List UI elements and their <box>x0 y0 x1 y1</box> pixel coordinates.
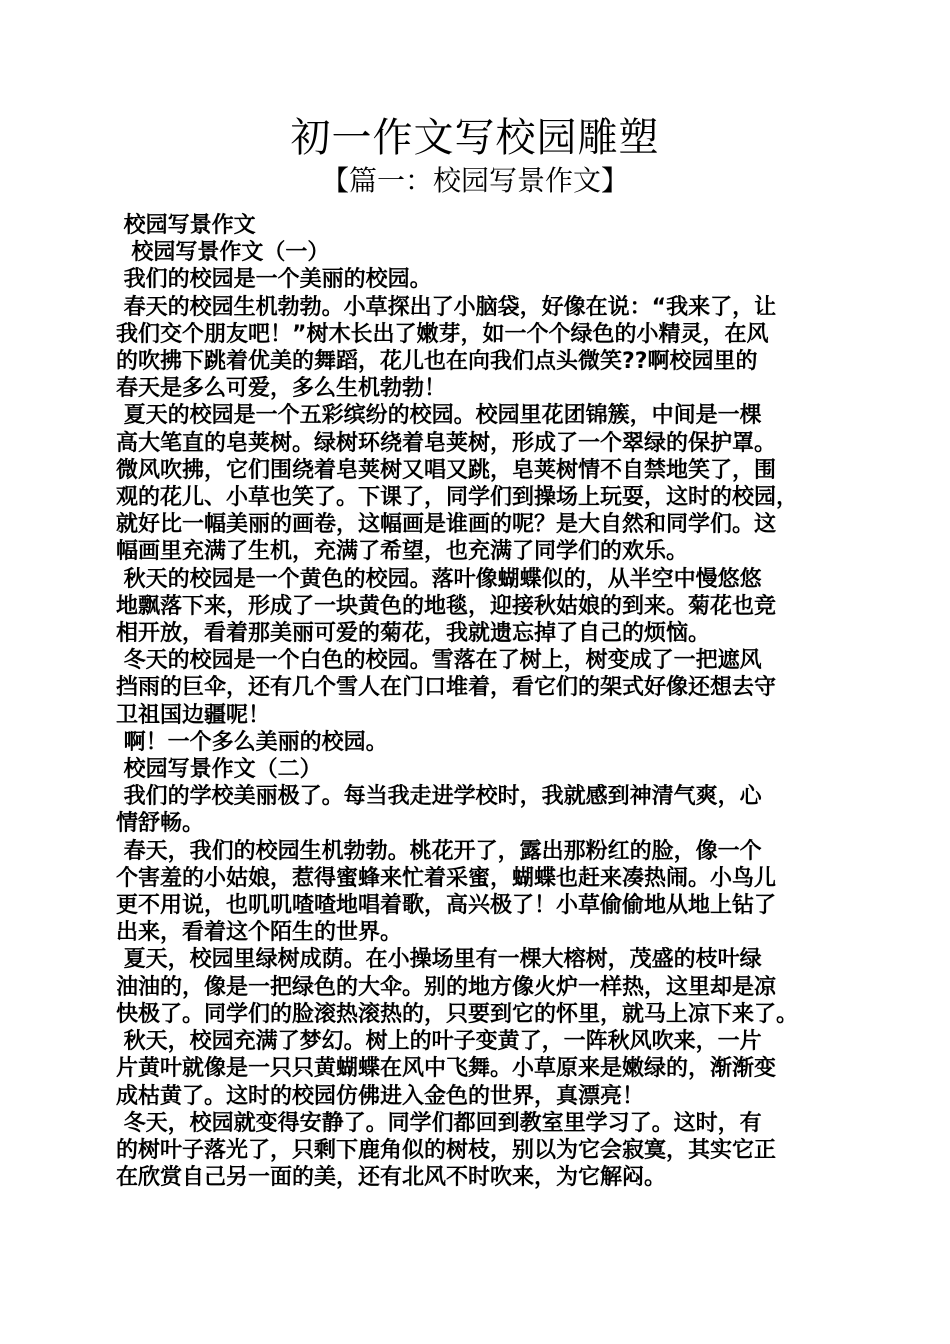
text-line: 成枯黄了。这时的校园仿佛进入金色的世界，真漂亮！ <box>116 1083 645 1109</box>
text-line: 啊！一个多么美丽的校园。 <box>116 729 388 755</box>
text-line: 情舒畅。 <box>116 811 205 837</box>
text-line: 冬天的校园是一个白色的校园。雪落在了树上，树变成了一把遮风 <box>116 648 762 674</box>
text-line: 在欣赏自己另一面的美，还有北风不时吹来，为它解闷。 <box>116 1165 667 1191</box>
text-line: 地飘落下来，形成了一块黄色的地毯，迎接秋姑娘的到来。菊花也竞 <box>116 593 777 619</box>
text-line: 观的花儿、小草也笑了。下课了，同学们到操场上玩耍，这时的校园， <box>116 485 799 511</box>
text-line: 春天的校园生机勃勃。小草探出了小脑袋，好像在说：“我来了，让 <box>116 294 777 320</box>
text-line: 幅画里充满了生机，充满了希望，也充满了同学们的欢乐。 <box>116 539 689 565</box>
text-line: 的吹拂下跳着优美的舞蹈，花儿也在向我们点头微笑??啊校园里的 <box>116 349 758 375</box>
text-line: 个害羞的小姑娘，惹得蜜蜂来忙着采蜜，蝴蝶也赶来凑热闹。小鸟儿 <box>116 865 777 891</box>
text-line: 春天是多么可爱，多么生机勃勃！ <box>116 376 447 402</box>
document-subtitle: 【篇一：校园写景作文】 <box>320 164 629 197</box>
text-line: 快极了。同学们的脸滚热滚热的，只要到它的怀里，就马上凉下来了。 <box>116 1001 799 1027</box>
text-line: 我们的校园是一个美丽的校园。 <box>116 267 432 293</box>
text-line: 我们的学校美丽极了。每当我走进学校时，我就感到神清气爽，心 <box>116 784 762 810</box>
document-body <box>116 212 846 1191</box>
text-line: 挡雨的巨伞，还有几个雪人在门口堆着，看它们的架式好像还想去守 <box>116 675 777 701</box>
text-line: 更不用说，也叽叽喳喳地唱着歌，高兴极了！小草偷偷地从地上钻了 <box>116 893 777 919</box>
document-title: 初一作文写校园雕塑 <box>290 115 660 161</box>
text-line: 秋天的校园是一个黄色的校园。落叶像蝴蝶似的，从半空中慢悠悠 <box>116 566 762 592</box>
text-line: 相开放，看着那美丽可爱的菊花，我就遗忘掉了自己的烦恼。 <box>116 621 711 647</box>
text-line: 校园写景作文 <box>116 213 256 238</box>
text-line: 微风吹拂，它们围绕着皂荚树又唱又跳，皂荚树情不自禁地笑了，围 <box>116 457 777 483</box>
text-line: 出来，看着这个陌生的世界。 <box>116 920 403 946</box>
text-line: 片黄叶就像是一只只黄蝴蝶在风中飞舞。小草原来是嫩绿的，渐渐变 <box>116 1056 777 1082</box>
text-line: 夏天，校园里绿树成荫。在小操场里有一棵大榕树，茂盛的枝叶绿 <box>116 947 762 973</box>
text-line: 校园写景作文（一） <box>116 240 330 266</box>
text-line: 夏天的校园是一个五彩缤纷的校园。校园里花团锦簇，中间是一棵 <box>116 403 762 429</box>
text-line: 的树叶子落光了，只剩下鹿角似的树枝，别以为它会寂寞，其实它正 <box>116 1137 777 1163</box>
text-line: 卫祖国边疆呢！ <box>116 702 271 728</box>
text-line: 就好比一幅美丽的画卷，这幅画是谁画的呢？是大自然和同学们。这 <box>116 512 777 538</box>
text-line: 我们交个朋友吧！”树木长出了嫩芽，如一个个绿色的小精灵，在风 <box>116 321 769 347</box>
text-line: 油油的，像是一把绿色的大伞。别的地方像火炉一样热，这里却是凉 <box>116 974 777 1000</box>
text-line: 春天，我们的校园生机勃勃。桃花开了，露出那粉红的脸，像一个 <box>116 838 762 864</box>
text-line: 高大笔直的皂荚树。绿树环绕着皂荚树，形成了一个翠绿的保护罩。 <box>116 430 777 456</box>
text-line: 秋天，校园充满了梦幻。树上的叶子变黄了，一阵秋风吹来，一片 <box>116 1029 762 1055</box>
text-line: 校园写景作文（二） <box>116 757 322 783</box>
text-line: 冬天，校园就变得安静了。同学们都回到教室里学习了。这时，有 <box>116 1110 762 1136</box>
